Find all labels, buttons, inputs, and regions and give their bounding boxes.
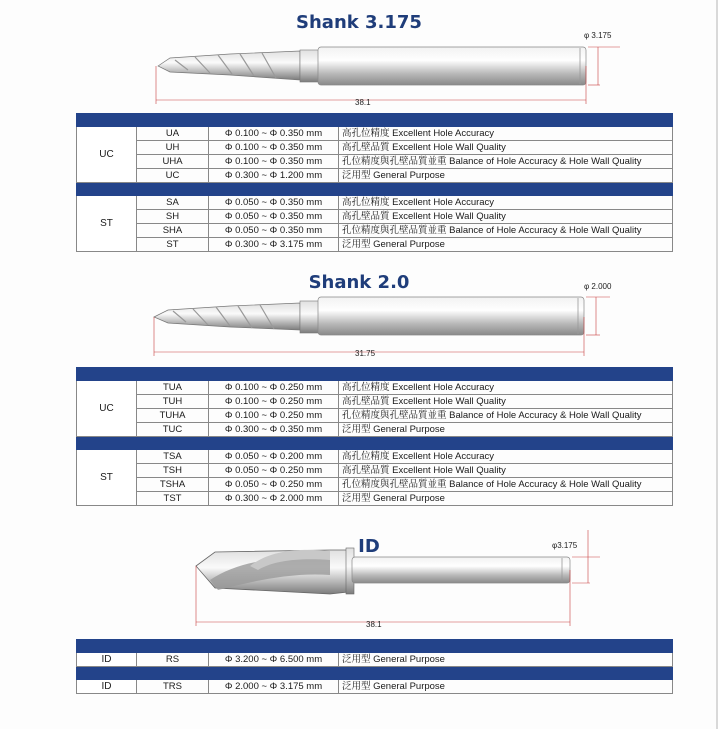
feature-description: 泛用型 General Purpose [339,680,673,694]
table-row [77,169,673,183]
dimension-diameter-1: φ 3.175 [584,31,612,40]
section-title-id: ID [358,536,380,557]
diameter-range: Φ 0.100 ~ Φ 0.250 mm [209,381,339,395]
diameter-range: Φ 0.050 ~ Φ 0.200 mm [209,450,339,464]
product-code: TST [137,492,209,506]
table-band [77,183,673,196]
group-label: UC [77,381,137,437]
diameter-range: Φ 0.100 ~ Φ 0.350 mm [209,141,339,155]
table-row [77,423,673,437]
table-row [77,395,673,409]
product-code: UA [137,127,209,141]
product-code: SA [137,196,209,210]
diameter-range: Φ 0.050 ~ Φ 0.350 mm [209,196,339,210]
table-row [77,210,673,224]
feature-description: 孔位精度與孔壁品質並重 Balance of Hole Accuracy & Hole Wall Quality [339,224,673,238]
table-row [77,492,673,506]
table-band [77,114,673,127]
table-band [77,437,673,450]
product-code: RS [137,653,209,667]
table-row [77,127,673,141]
feature-description: 泛用型 General Purpose [339,492,673,506]
product-code: UHA [137,155,209,169]
table-row [77,409,673,423]
diameter-range: Φ 0.050 ~ Φ 0.250 mm [209,464,339,478]
diameter-range: Φ 0.050 ~ Φ 0.350 mm [209,224,339,238]
drill-shank-3175-drawing [156,47,620,104]
table-row [77,478,673,492]
product-code: TRS [137,680,209,694]
table-row [77,141,673,155]
feature-description: 高孔位精度 Excellent Hole Accuracy [339,196,673,210]
diameter-range: Φ 0.300 ~ Φ 0.350 mm [209,423,339,437]
dimension-length-3: 38.1 [366,620,382,629]
feature-description: 高孔位精度 Excellent Hole Accuracy [339,127,673,141]
table-row [77,238,673,252]
table-row [77,450,673,464]
table-row [77,224,673,238]
section-title-shank-2: Shank 2.0 [308,272,410,293]
feature-description: 高孔壁品質 Excellent Hole Wall Quality [339,464,673,478]
diameter-range: Φ 0.300 ~ Φ 2.000 mm [209,492,339,506]
table-row [77,680,673,694]
diameter-range: Φ 2.000 ~ Φ 3.175 mm [209,680,339,694]
table-row [77,155,673,169]
table-band [77,368,673,381]
product-code: ST [137,238,209,252]
product-code: SH [137,210,209,224]
diameter-range: Φ 0.050 ~ Φ 0.350 mm [209,210,339,224]
feature-description: 高孔位精度 Excellent Hole Accuracy [339,450,673,464]
product-code: TUHA [137,409,209,423]
diameter-range: Φ 0.050 ~ Φ 0.250 mm [209,478,339,492]
diameter-range: Φ 0.100 ~ Φ 0.350 mm [209,155,339,169]
product-code: TUH [137,395,209,409]
product-code: TUC [137,423,209,437]
feature-description: 孔位精度與孔壁品質並重 Balance of Hole Accuracy & Hole Wall Quality [339,478,673,492]
feature-description: 泛用型 General Purpose [339,653,673,667]
product-code: TSH [137,464,209,478]
diameter-range: Φ 0.100 ~ Φ 0.250 mm [209,409,339,423]
feature-description: 孔位精度與孔壁品質並重 Balance of Hole Accuracy & Hole Wall Quality [339,409,673,423]
diameter-range: Φ 3.200 ~ Φ 6.500 mm [209,653,339,667]
feature-description: 泛用型 General Purpose [339,238,673,252]
product-code: UC [137,169,209,183]
feature-description: 高孔壁品質 Excellent Hole Wall Quality [339,210,673,224]
diameter-range: Φ 0.100 ~ Φ 0.250 mm [209,395,339,409]
product-code: UH [137,141,209,155]
dimension-length-2: 31.75 [355,349,376,358]
feature-description: 高孔壁品質 Excellent Hole Wall Quality [339,395,673,409]
diameter-range: Φ 0.100 ~ Φ 0.350 mm [209,127,339,141]
group-label: ID [77,680,137,694]
product-code: TUA [137,381,209,395]
group-label: ST [77,196,137,252]
feature-description: 泛用型 General Purpose [339,169,673,183]
product-code: SHA [137,224,209,238]
feature-description: 泛用型 General Purpose [339,423,673,437]
dimension-length-1: 38.1 [355,98,371,107]
table-band [77,640,673,653]
product-code: TSA [137,450,209,464]
table-row [77,653,673,667]
feature-description: 孔位精度與孔壁品質並重 Balance of Hole Accuracy & Hole Wall Quality [339,155,673,169]
spec-table-shank-3175 [76,113,673,252]
drill-shank-2-drawing [154,297,610,356]
spec-table-shank-2 [76,367,673,506]
spec-table-id [76,639,673,694]
dimension-diameter-3: φ3.175 [552,541,578,550]
table-row [77,381,673,395]
group-label: UC [77,127,137,183]
group-label: ID [77,653,137,667]
group-label: ST [77,450,137,506]
section-title-shank-3175: Shank 3.175 [296,12,422,33]
table-row [77,196,673,210]
product-code: TSHA [137,478,209,492]
dimension-diameter-2: φ 2.000 [584,282,612,291]
table-band [77,667,673,680]
feature-description: 高孔位精度 Excellent Hole Accuracy [339,381,673,395]
table-row [77,464,673,478]
feature-description: 高孔壁品質 Excellent Hole Wall Quality [339,141,673,155]
diameter-range: Φ 0.300 ~ Φ 3.175 mm [209,238,339,252]
diameter-range: Φ 0.300 ~ Φ 1.200 mm [209,169,339,183]
